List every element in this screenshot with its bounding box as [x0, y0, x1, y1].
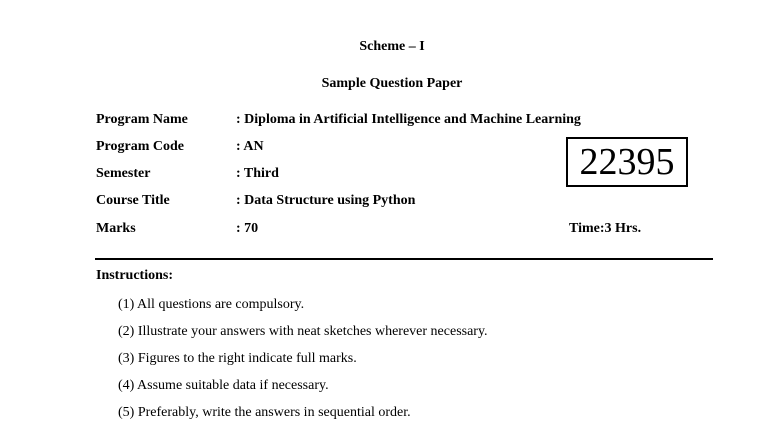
semester-value: : Third: [236, 166, 279, 181]
program-name-value: : Diploma in Artificial Intelligence and Machine Learning: [236, 112, 581, 127]
course-title-label: Course Title: [96, 193, 170, 208]
marks-label: Marks: [96, 221, 136, 236]
paper-title: Sample Question Paper: [321, 76, 463, 91]
program-code-value: : AN: [236, 139, 264, 154]
time-duration: Time:3 Hrs.: [569, 221, 642, 236]
instruction-item: (5) Preferably, write the answers in sequential order.: [118, 405, 411, 420]
program-name-label: Program Name: [96, 112, 188, 127]
scheme-heading: Scheme – I: [359, 39, 425, 54]
marks-value: : 70: [236, 221, 259, 236]
semester-label: Semester: [96, 166, 151, 181]
instruction-item: (1) All questions are compulsory.: [118, 297, 305, 312]
course-code-box: 22395: [566, 137, 688, 187]
program-code-label: Program Code: [96, 139, 184, 154]
instruction-item: (3) Figures to the right indicate full marks.: [118, 351, 357, 366]
course-title-value: : Data Structure using Python: [236, 193, 416, 208]
instruction-item: (2) Illustrate your answers with neat sketches wherever necessary.: [118, 324, 488, 339]
instructions-heading: Instructions:: [96, 268, 174, 283]
section-divider: [95, 258, 713, 260]
instruction-item: (4) Assume suitable data if necessary.: [118, 378, 329, 393]
